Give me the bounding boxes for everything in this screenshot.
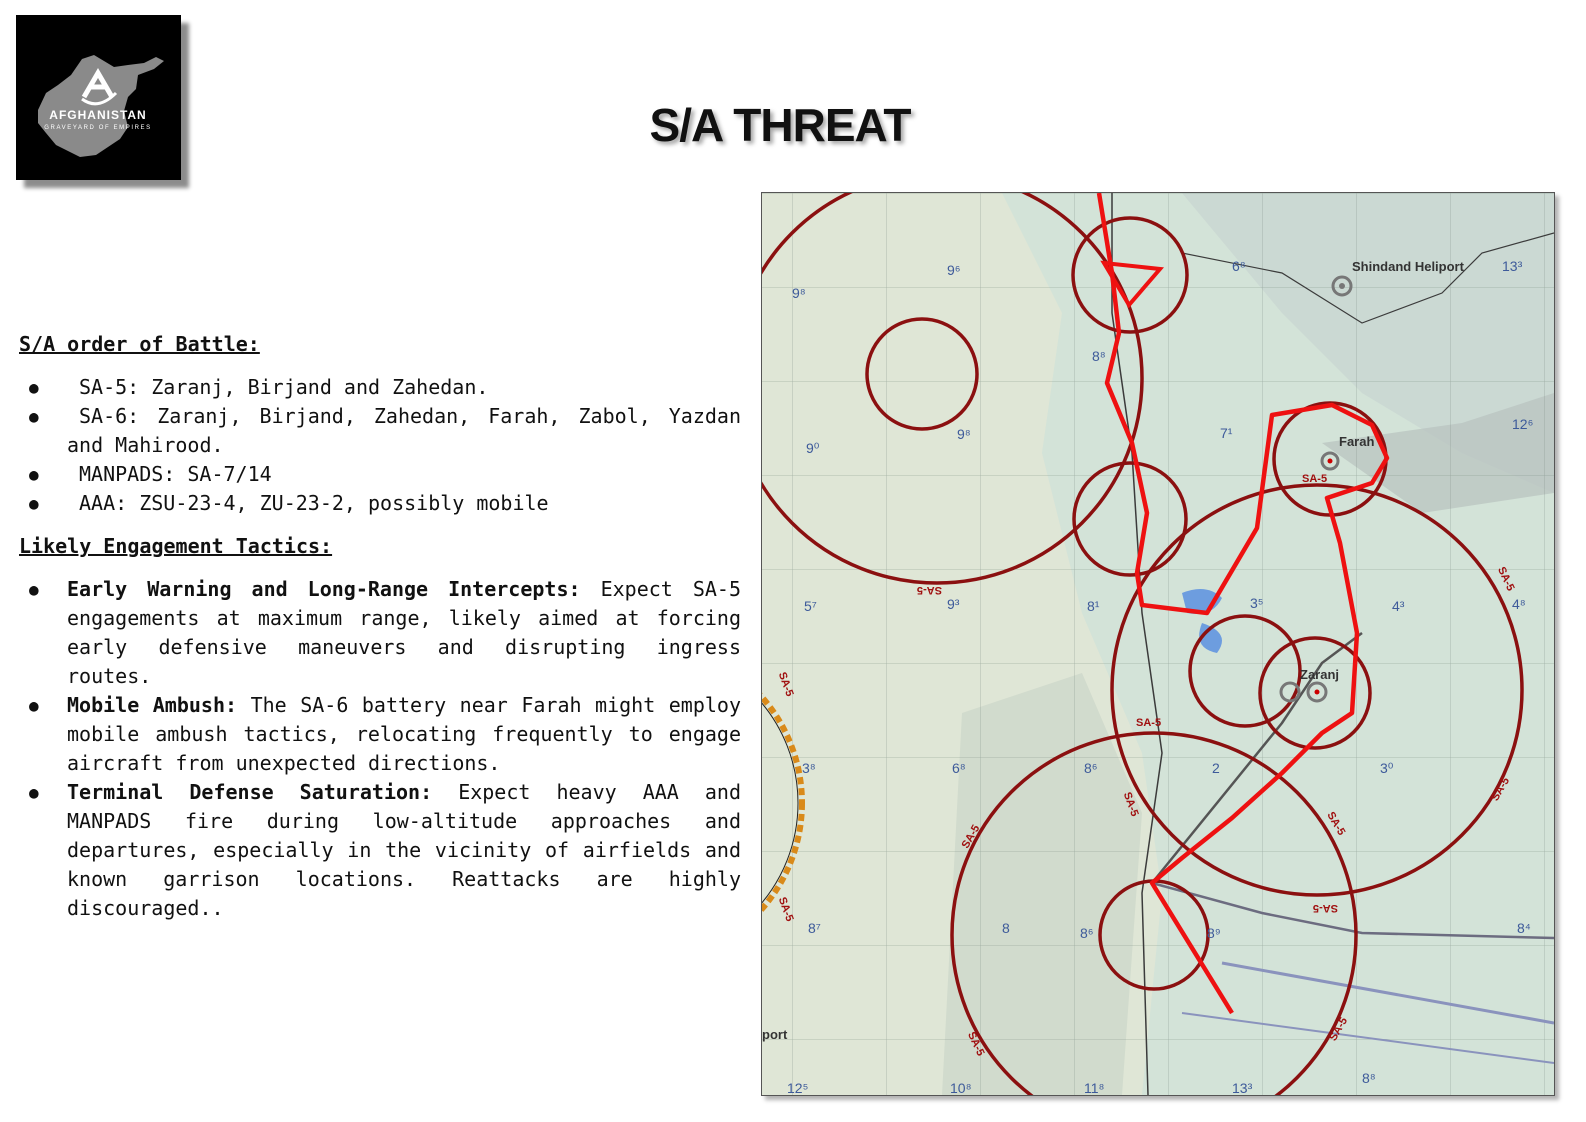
- grid-number: 13³: [1232, 1080, 1253, 1095]
- grid-number: 3⁸: [802, 760, 816, 776]
- grid-number: 2: [1212, 760, 1220, 776]
- ring-label: SA-5: [1489, 775, 1513, 804]
- ring-label: SA-5: [1495, 565, 1517, 593]
- grid-number: 3⁵: [1250, 595, 1264, 611]
- grid-number: 8⁸: [1362, 1070, 1376, 1086]
- grid-number: 11⁸: [1084, 1080, 1105, 1095]
- order-of-battle-list: [19, 373, 741, 518]
- list-item: ● SA-5: Zaranj, Birjand and Zahedan.: [19, 373, 741, 402]
- ring-label: SA-5: [1327, 1015, 1351, 1044]
- grid-number: 6⁸: [952, 760, 966, 776]
- grid-number: 8⁹: [1207, 925, 1221, 941]
- briefing-text: [19, 330, 741, 937]
- map-grid: [762, 193, 1554, 1095]
- ring-label: SA-5: [775, 895, 796, 924]
- logo-line2: GRAVEYARD OF EMPIRES: [44, 125, 152, 131]
- grid-number: 9⁸: [792, 285, 806, 301]
- ring-label: SA-5: [775, 670, 796, 699]
- grid-number: 5⁷: [804, 598, 817, 614]
- page-title: S/A THREAT: [649, 99, 911, 151]
- farah-label: Farah: [1339, 434, 1375, 449]
- list-item: ● SA-6: Zaranj, Birjand, Zahedan, Farah, Zabol, Yazdan and Mahirood.: [19, 402, 741, 460]
- list-item: ● Early Warning and Long-Range Intercepts: Expect SA-5 engagements at maximum range, likely aimed at forcing early defensive maneuvers and disrupting ingress routes.: [19, 575, 741, 691]
- ring-label: SA-5: [1302, 473, 1328, 485]
- ring-label: SA-5: [1136, 717, 1162, 729]
- order-of-battle-heading: S/A order of Battle:: [19, 332, 260, 356]
- grid-number: 8¹: [1087, 598, 1100, 614]
- grid-number: 8⁴: [1517, 920, 1531, 936]
- grid-number: 8⁶: [1084, 760, 1098, 776]
- grid-number: 8⁷: [808, 920, 821, 936]
- ring-label: SA-5: [1312, 902, 1338, 914]
- grid-number: 4³: [1392, 598, 1405, 614]
- grid-number: 13³: [1502, 258, 1523, 274]
- grid-number: 3⁰: [1380, 760, 1394, 776]
- grid-number: 12⁶: [1512, 416, 1534, 432]
- list-item: ● MANPADS: SA-7/14: [19, 460, 741, 489]
- list-item: ● Mobile Ambush: The SA-6 battery near Farah might employ mobile ambush tactics, relocating frequently to engage aircraft from unexpected directions.: [19, 691, 741, 778]
- shindand-label: Shindand Heliport: [1352, 259, 1464, 274]
- grid-number: 8⁶: [1080, 925, 1094, 941]
- zaranj-label: Zaranj: [1300, 667, 1340, 682]
- grid-number: 10⁸: [950, 1080, 972, 1095]
- list-item: ● Terminal Defense Saturation: Expect heavy AAA and MANPADS fire during low-altitude approaches and departures, especially in the vicinity of airfields and known garrison locations. Reattacks are highly discouraged..: [19, 778, 741, 923]
- grid-number: 7¹: [1220, 425, 1233, 441]
- grid-number: 12⁵: [787, 1080, 809, 1095]
- threat-map-svg: [762, 193, 1554, 1095]
- tactics-list: [19, 575, 741, 923]
- ring-label: SA-5: [1120, 790, 1141, 819]
- ring-label: SA-5: [916, 584, 942, 596]
- grid-number: 9³: [947, 596, 960, 612]
- ring-label: SA-5: [1324, 809, 1348, 838]
- grid-number: 8: [1002, 920, 1010, 936]
- grid-number: 6⁸: [1232, 258, 1246, 274]
- grid-number: 9⁸: [957, 426, 971, 442]
- threat-map: [761, 192, 1555, 1096]
- port-label: port: [762, 1027, 788, 1042]
- logo: [16, 15, 181, 180]
- logo-line1: AFGHANISTAN: [49, 108, 147, 122]
- tactics-heading: Likely Engagement Tactics:: [19, 534, 333, 558]
- ring-label: SA-5: [959, 822, 983, 851]
- ring-label: SA-5: [965, 1030, 987, 1058]
- afghanistan-map-logo-icon: [16, 15, 181, 180]
- grid-number: 8⁸: [1092, 348, 1106, 364]
- grid-number: 4⁸: [1512, 596, 1526, 612]
- grid-number: 9⁶: [947, 262, 961, 278]
- grid-number: 9⁰: [806, 440, 820, 456]
- list-item: ● AAA: ZSU-23-4, ZU-23-2, possibly mobile: [19, 489, 741, 518]
